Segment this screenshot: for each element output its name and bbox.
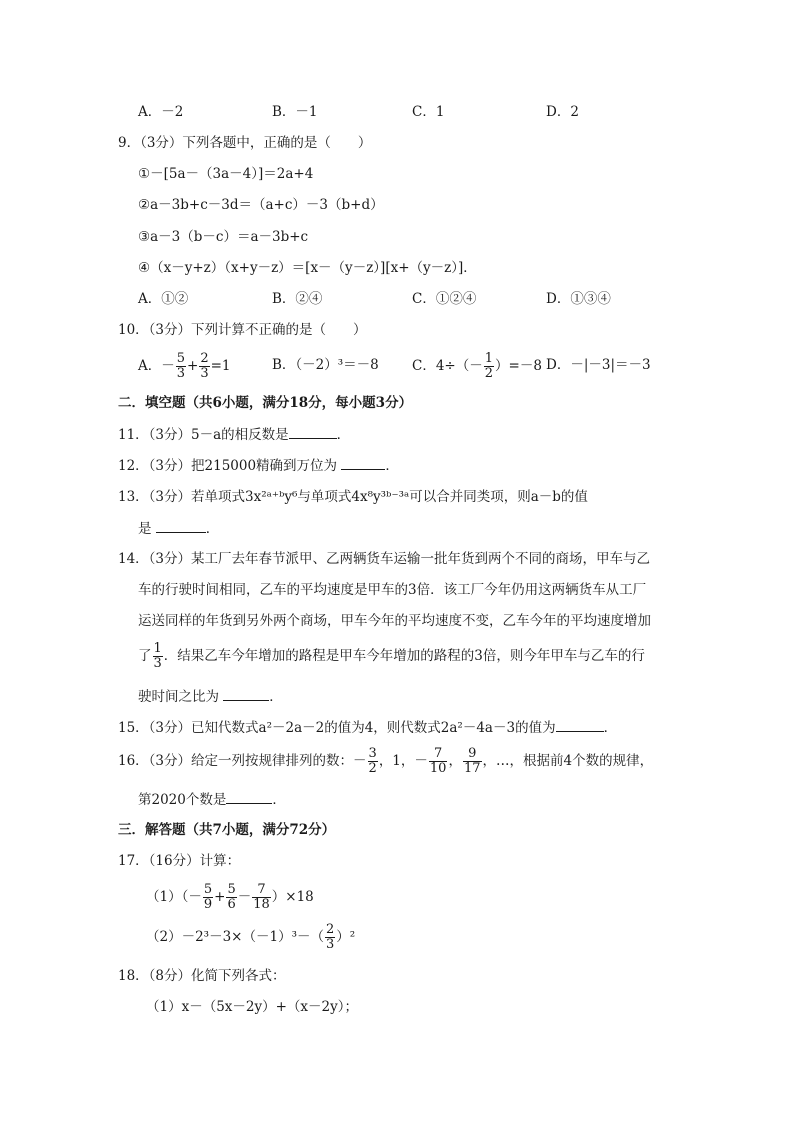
q10-option-d: D．－|－3|＝－3 (546, 357, 651, 373)
q15: 15．（3分）已知代数式a²－2a－2的值为4，则代数式2a²－4a－3的值为 ． (118, 717, 617, 738)
fraction: $\frac{9}{17}$ (463, 746, 481, 776)
answer-blank (156, 518, 206, 533)
q10-stem: 10．（3分）下列计算不正确的是（ ） (118, 322, 367, 338)
q9-stem: 9．（3分）下列各题中，正确的是（ ） (118, 135, 372, 151)
answer-blank (223, 686, 269, 701)
fraction: $\frac{2}{3}$ (326, 922, 335, 952)
fraction: $\frac{5}{6}$ (227, 882, 236, 912)
q8-option-c: C．1 (412, 104, 445, 120)
q9-item-3: ③a－3（b－c）＝a－3b+c (138, 229, 309, 245)
q9-option-c: C．①②④ (412, 291, 477, 307)
section-2-heading: 二．填空题（共6小题，满分18分，每小题3分） (118, 395, 413, 411)
answer-blank (289, 424, 337, 439)
fraction: $\frac{5}{9}$ (203, 882, 213, 912)
q18-part-1: （1）x－（5x－2y）+（x－2y）； (146, 999, 359, 1015)
q12: 12．（3分）把215000精确到万位为 ． (118, 455, 399, 476)
q18-stem: 18．（8分）化简下列各式： (118, 968, 286, 984)
q17-part-2: （2）－2³－3×（－1）³－（ $\frac{2}{3}$ ）² (146, 922, 356, 952)
q13-line-2: 是 ． (138, 518, 219, 539)
q13-line-1: 13．（3分）若单项式3x²ᵃ⁺ᵇy⁶与单项式4x⁸y³ᵇ⁻³ᵃ可以合并同类项，则a－b的值 (118, 489, 588, 505)
q16-line-2: 第2020个数是 ． (138, 789, 286, 810)
q9-item-1: ①－[5a－（3a－4）]＝2a+4 (138, 166, 314, 182)
q8-option-d: D．2 (546, 104, 579, 120)
q16-line-1: 16．（3分）给定一列按规律排列的数：－ $\frac{3}{2}$ ，1，－ $\frac{7}{10}$ ， $\frac{9}{17}$ ，…，根据前4个数的规律， (118, 746, 654, 776)
fraction: $\frac{5}{3}$ (176, 351, 186, 381)
q8-option-a: A．－2 (138, 104, 184, 120)
answer-blank (341, 455, 385, 470)
q11: 11．（3分）5－a的相反数是 ． (118, 424, 350, 445)
fraction: $\frac{7}{10}$ (429, 746, 447, 776)
q14-line-2: 车的行驶时间相同，乙车的平均速度是甲车的3倍．该工厂今年仍用这两辆货车从工厂 (138, 582, 647, 598)
section-3-heading: 三．解答题（共7小题，满分72分） (118, 822, 336, 838)
q9-option-a: A．①② (138, 291, 189, 307)
fraction: $\frac{3}{2}$ (368, 746, 377, 776)
q14-line-3: 运送同样的年货到另外两个商场，甲车今年的平均速度不变，乙车今年的平均速度增加 (138, 613, 651, 629)
q10-option-c: C．4÷（－ $\frac{1}{2}$ ）=－8 (412, 351, 542, 381)
answer-blank (556, 717, 604, 732)
q14-line-5: 驶时间之比为 ． (138, 686, 283, 707)
q14-line-1: 14．（3分）某工厂去年春节派甲、乙两辆货车运输一批年货到两个不同的商场，甲车与乙 (118, 551, 651, 567)
q14-line-4: 了 $\frac{1}{3}$ ．结果乙车今年增加的路程是甲车今年增加的路程的3倍，则今年甲车与乙车的行 (138, 641, 645, 671)
q9-item-2: ②a－3b+c－3d＝（a+c）－3（b+d） (138, 197, 384, 213)
q10-option-a: A．－ $\frac{5}{3}$ + $\frac{2}{3}$ =1 (138, 351, 231, 381)
fraction: $\frac{2}{3}$ (200, 351, 209, 381)
q9-option-b: B．②④ (272, 291, 323, 307)
q10-option-b: B．（－2）³＝－8 (272, 357, 379, 373)
q17-stem: 17．（16分）计算： (118, 853, 241, 869)
q17-part-1: （1）（－ $\frac{5}{9}$ + $\frac{5}{6}$ － $\frac{7}{18}$ ）×18 (146, 882, 314, 912)
fraction: $\frac{7}{18}$ (253, 882, 270, 912)
fraction: $\frac{1}{3}$ (153, 641, 162, 671)
q8-option-b: B．－1 (272, 104, 318, 120)
q9-option-d: D．①③④ (546, 291, 611, 307)
fraction: $\frac{1}{2}$ (484, 351, 494, 381)
answer-blank (226, 789, 272, 804)
q9-item-4: ④（x－y+z）（x+y－z）＝[x－（y－z）][x+（y－z）]． (138, 260, 477, 276)
